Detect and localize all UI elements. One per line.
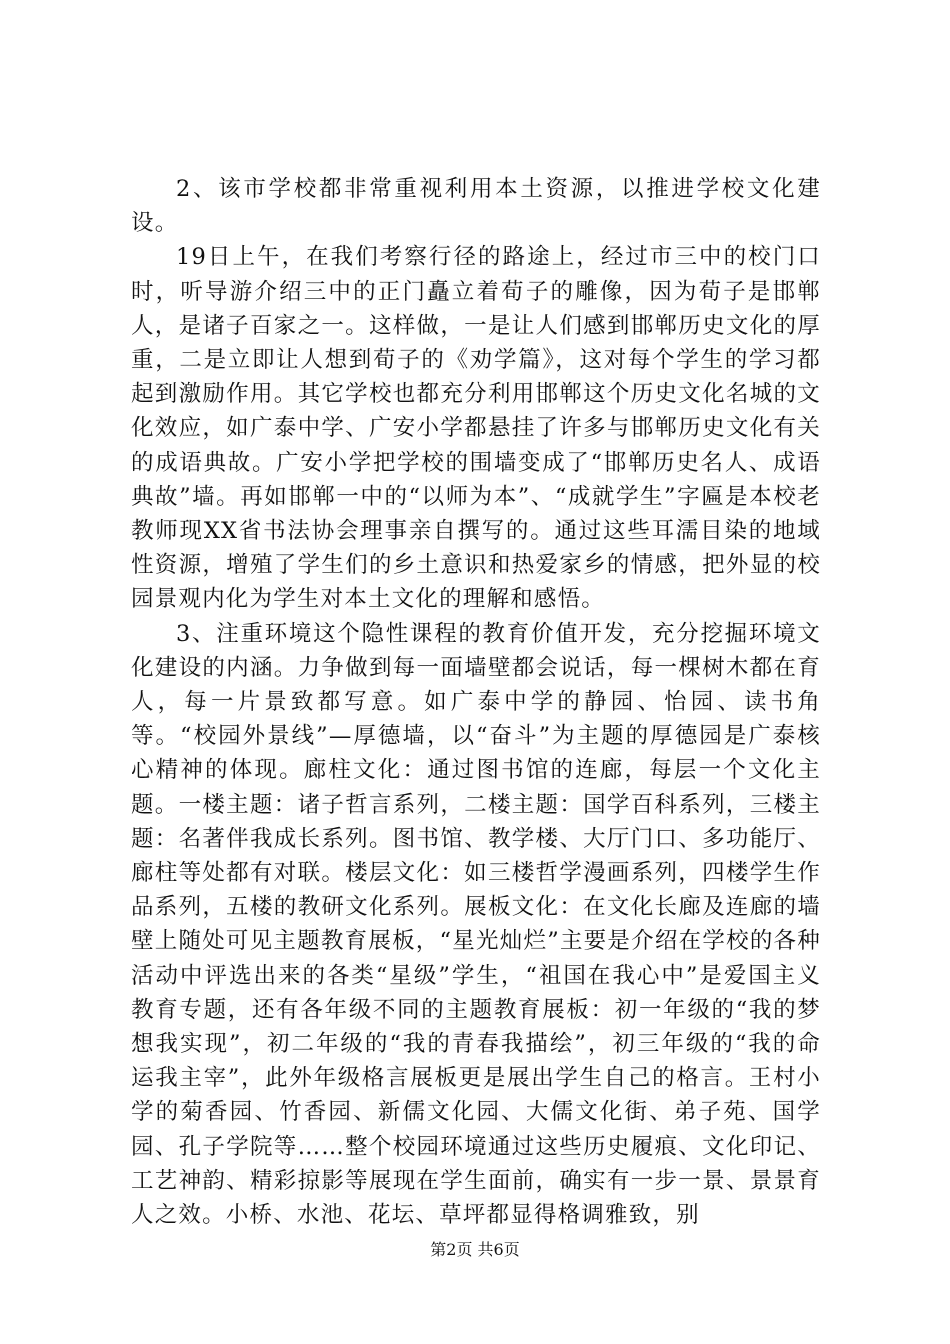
document-body [131, 172, 821, 1232]
page-number-footer: 第2页 共6页 [430, 1240, 520, 1259]
paragraph-handan-visit: 19日上午，在我们考察行径的路途上，经过市三中的校门口时，听导游介绍三中的正门矗立着荀子的雕像，因为荀子是邯郸人，是诸子百家之一。这样做，一是让人们感到邯郸历史文化的厚重，二是立即让人想到荀子的《劝学篇》，这对每个学生的学习都起到激励作用。其它学校也都充分利用邯郸这个历史文化名城的文化效应，如广泰中学、广安小学都悬挂了许多与邯郸历史文化有关的成语典故。广安小学把学校的围墙变成了“邯郸历史名人、成语典故”墙。再如邯郸一中的“以师为本”、“成就学生”字匾是本校老教师现XX省书法协会理事亲自撰写的。通过这些耳濡目染的地域性资源，增殖了学生们的乡土意识和热爱家乡的情感，把外显的校园景观内化为学生对本土文化的理解和感悟。 [131, 244, 821, 613]
paragraph-section-2: 2、该市学校都非常重视利用本土资源，以推进学校文化建设。 [131, 176, 821, 237]
paragraph-section-3: 3、注重环境这个隐性课程的教育价值开发，充分挖掘环境文化建设的内涵。力争做到每一面墙壁都会说话，每一棵树木都在育人，每一片景致都写意。如广泰中学的静园、怡园、读书角等。“校园外景线”—厚德墙，以“奋斗”为主题的厚德园是广泰核心精神的体现。廊柱文化：通过图书馆的连廊，每层一个文化主题。一楼主题：诸子哲言系列，二楼主题：国学百科系列，三楼主题：名著伴我成长系列。图书馆、教学楼、大厅门口、多功能厅、廊柱等处都有对联。楼层文化：如三楼哲学漫画系列，四楼学生作品系列，五楼的教研文化系列。展板文化：在文化长廊及连廊的墙壁上随处可见主题教育展板，“星光灿烂”主要是介绍在学校的各种活动中评选出来的各类“星级”学生，“祖国在我心中”是爱国主义教育专题，还有各年级不同的主题教育展板：初一年级的“我的梦想我实现”，初二年级的“我的青春我描绘”，初三年级的“我的命运我主宰”，此外年级格言展板更是展出学生自己的格言。王村小学的菊香园、竹香园、新儒文化园、大儒文化街、弟子苑、国学园、孔子学院等……整个校园环境通过这些历史履痕、文化印记、工艺神韵、精彩掠影等展现在学生面前，确实有一步一景、景景育人之效。小桥、水池、花坛、草坪都显得格调雅致，别 [131, 620, 821, 1229]
